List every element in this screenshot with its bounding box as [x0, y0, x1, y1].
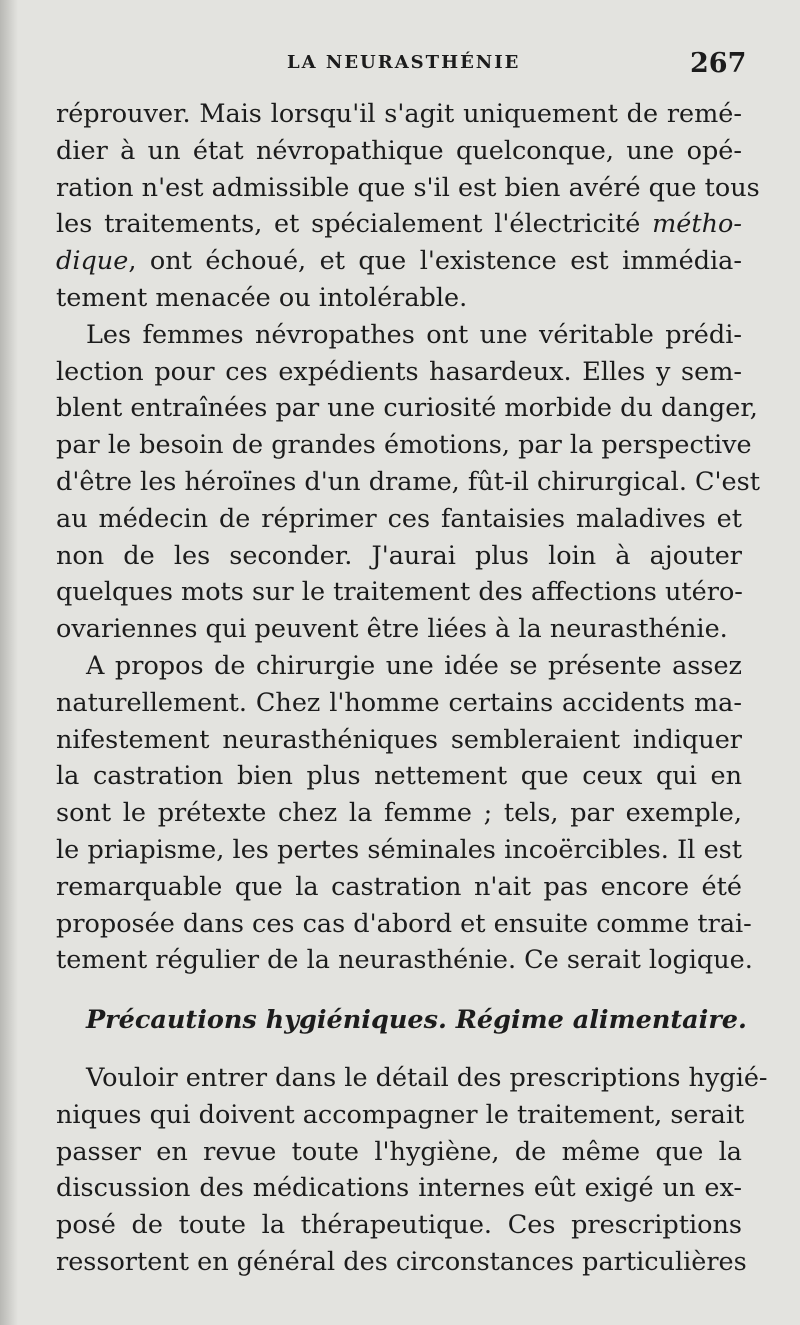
text-segment: tement menacée ou intolérable. — [56, 282, 468, 313]
page-header — [0, 50, 800, 86]
text-segment: discussion des médications internes eût exigé un ex- — [56, 1173, 742, 1204]
text-line — [56, 1097, 745, 1134]
text-segment: proposée dans ces cas d'abord et ensuite comme trai- — [56, 908, 752, 939]
text-line — [56, 1170, 742, 1207]
text-line — [56, 1244, 747, 1281]
text-segment: réprouver. Mais lorsqu'il s'agit uniquement de remé- — [56, 99, 742, 129]
text-line — [56, 1060, 768, 1097]
section-heading: Précautions hygiéniques. Régime alimentaire. — [86, 1005, 747, 1035]
italic-text: métho- — [652, 209, 742, 240]
text-line — [56, 906, 752, 943]
text-line — [56, 795, 742, 832]
text-segment: au médecin de réprimer ces fantaisies maladives et — [56, 503, 742, 534]
text-segment: A propos de chirurgie une idée se présente assez — [86, 650, 742, 681]
text-segment: posé de toute la thérapeutique. Ces prescriptions — [56, 1210, 742, 1241]
italic-text: dique — [56, 246, 129, 277]
text-line — [56, 1207, 742, 1244]
text-segment: non de les seconder. J'aurai plus loin à ajouter — [56, 540, 742, 571]
body-text-section — [56, 1060, 768, 1281]
text-segment: d'être les héroïnes d'un drame, fût-il chirurgical. C'est — [56, 466, 760, 497]
text-segment: blent entraînées par une curiosité morbide du danger, — [56, 393, 758, 424]
text-line — [56, 170, 760, 207]
text-line — [56, 427, 752, 464]
text-line — [56, 685, 742, 722]
text-segment: , ont échoué, et que l'existence est immédia- — [128, 246, 742, 277]
text-segment: niques qui doivent accompagner le traitement, serait — [56, 1099, 745, 1130]
text-line — [56, 832, 742, 869]
text-line — [56, 243, 742, 280]
text-line — [56, 758, 742, 795]
text-segment: la castration bien plus nettement que ceux qui en — [56, 761, 742, 792]
text-line — [56, 942, 753, 979]
text-segment: le priapisme, les pertes séminales incoërcibles. Il est — [56, 834, 742, 865]
running-title: LA NEURASTHÉNIE — [287, 52, 521, 73]
text-line — [56, 1134, 742, 1171]
text-line — [56, 464, 760, 501]
text-segment: les traitements, et spécialement l'électricité — [56, 209, 653, 240]
text-segment: Vouloir entrer dans le détail des prescriptions hygié- — [86, 1063, 768, 1093]
text-segment: remarquable que la castration n'ait pas encore été — [56, 871, 742, 902]
text-segment: ressortent en général des circonstances particulières — [56, 1246, 747, 1277]
text-segment: dier à un état névropathique quelconque, une opé- — [56, 135, 742, 166]
text-segment: passer en revue toute l'hygiène, de même que la — [56, 1136, 742, 1167]
body-text — [56, 96, 760, 979]
text-line — [56, 206, 742, 243]
text-line — [56, 390, 758, 427]
text-line — [56, 869, 742, 906]
text-segment: naturellement. Chez l'homme certains accidents ma- — [56, 687, 742, 718]
text-line — [56, 501, 742, 538]
text-segment: quelques mots sur le traitement des affections utéro- — [56, 577, 743, 608]
text-line — [56, 133, 742, 170]
text-segment: Les femmes névropathes ont une véritable prédi- — [86, 319, 742, 350]
text-line — [56, 317, 742, 354]
text-segment: tement régulier de la neurasthénie. Ce serait logique. — [56, 945, 753, 976]
text-line — [56, 354, 742, 391]
text-segment: par le besoin de grandes émotions, par la perspective — [56, 430, 752, 461]
text-segment: lection pour ces expédients hasardeux. Elles y sem- — [56, 356, 742, 387]
text-line — [56, 574, 742, 611]
page-edge-shadow — [0, 0, 18, 1325]
text-line — [56, 280, 742, 317]
page-number: 267 — [690, 48, 747, 79]
text-line — [56, 722, 742, 759]
text-line — [56, 538, 742, 575]
text-segment: sont le prétexte chez la femme ; tels, par exemple, — [56, 798, 742, 829]
text-segment: nifestement neurasthéniques sembleraient indiquer — [56, 724, 742, 755]
text-segment: ration n'est admissible que s'il est bien avéré que tous — [56, 172, 760, 203]
text-line — [56, 611, 742, 648]
text-line — [56, 648, 742, 685]
text-line — [56, 96, 742, 133]
text-segment: ovariennes qui peuvent être liées à la neurasthénie. — [56, 614, 728, 645]
